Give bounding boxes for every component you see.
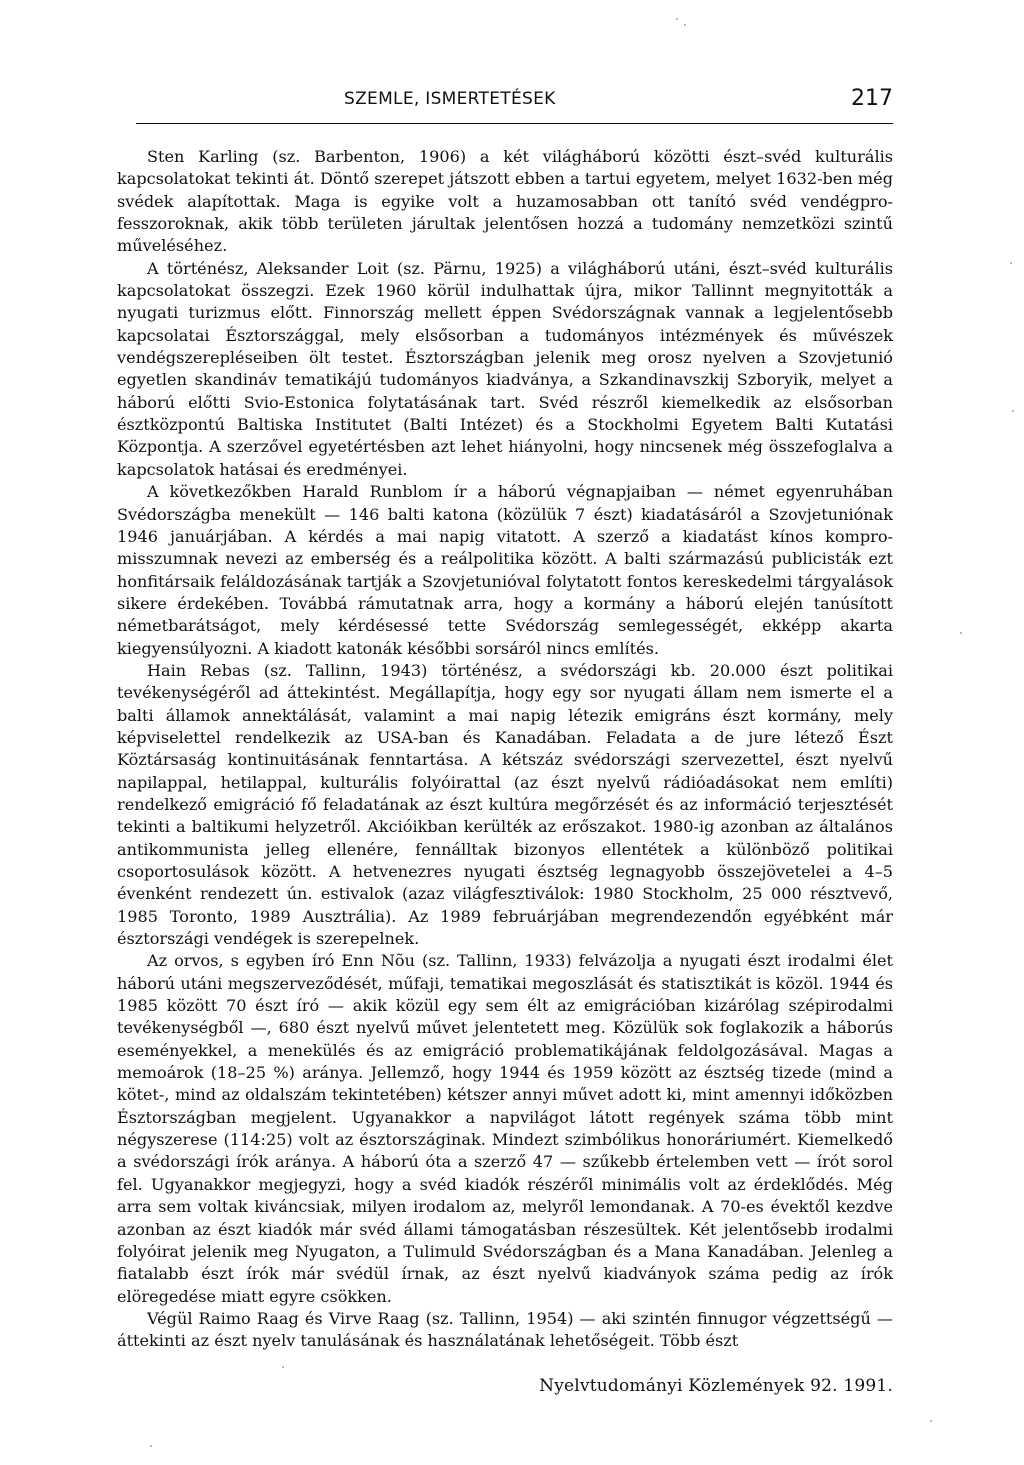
page-number: 217 <box>851 86 893 111</box>
scan-speck <box>684 24 686 26</box>
scan-speck <box>960 632 962 634</box>
body-text <box>117 146 893 1353</box>
paragraph-raag: Végül Raimo Raag és Virve Raag (sz. Tallinn, 1954) — aki szintén finnugor végzettségű — áttekinti az észt nyelv tanulásának és használatának lehetőségeit. Több észt <box>117 1308 893 1351</box>
running-head <box>136 86 893 118</box>
scan-speck <box>1012 410 1014 412</box>
header-rule <box>136 123 893 124</box>
journal-footer: Nyelvtudományi Közlemények 92. 1991. <box>539 1376 893 1396</box>
paragraph-nou: Az orvos, s egyben író Enn Nõu (sz. Tallinn, 1933) felvázolja a nyugati észt irodalmi élet háború utáni megszerveződését, műfaji, tematikai megoszlását és statisztikát is közöl. 1944 és 1985 között 70 észt író — akik közül egy sem élt az emigrációban kizárólag szépirodalmi tevékenységből —, 680 észt nyelvű művet jelentetett meg. Közülük sok foglakozik a háborús eseményekkel, a menekülés és az emigráció problematikájának feldolgozásával. Magas a memoárok (18–25 %) aránya. Jellemző, hogy 1944 és 1959 között az észtség tizede (mind a kötet-, mind az oldalszám tekintetében) kétszer annyi művet adott ki, mint amennyi időközben Észtországban megjelent. Ugyanakkor a napvilágot látott regények száma több mint négyszerese (114:25) volt az észtországinak. Mindezt szimbólikus honoráriumért. Kiemelkedő a svédországi írók aránya. A háború óta a szerző 47 — szűkebb értelemben vett — írót sorol fel. Ugyanakkor megjegyzi, hogy a svéd kiadók részéről minimális volt az érdeklődés. Még arra sem voltak kiváncsiak, milyen irodalom az, melyről lemondanak. A 70-es évektől kezdve azonban az észt kiadók már svéd állami támogatásban részesültek. Két jelentősebb irodalmi folyóirat jelenik meg Nyugaton, a Tulimuld Svédországban és a Mana Kanadában. Jelenleg a fiatalabb észt írók már svédül írnak, az észt nyelvű kiadványok száma pedig az írók elöregedése miatt egyre csökken. <box>117 951 893 1306</box>
paragraph-karling: Sten Karling (sz. Barbenton, 1906) a két világháború közötti észt–svéd kulturális kapcsolatokat tekinti át. Döntő szerepet játszott ebben a tartui egyetem, melyet 1632-ben még svédek alapítottak. Maga is egyike volt a huzamosabban ott tanító svéd vendégprofesszoroknak, akik több területen járultak jelentősen hozzá a tudomány nemzetközi szintű műveléséhez. <box>117 147 893 256</box>
scan-speck <box>1010 262 1012 264</box>
paragraph-runblom: A következőkben Harald Runblom ír a háború végnapjaiban — német egyenruhában Svédországba menekült — 146 balti katona (közülük 7 észt) kiadatásáról a Szovjetuniónak 1946 januárjában. A kérdés a mai napig vitatott. A szerző a kiadatást kínos kompromisszumnak nevezi az emberség és a reálpolitika között. A balti származású publicisták ezt honfitársaik feláldozásának tartják a Szovjetunióval folytatott fontos kereskedelmi tárgyalások sikere érdekében. Továbbá rámutatnak arra, hogy a kormány a háború elején tanúsított németbarátságot, mely kérdésessé tette Svédország semlegességét, ekképp akarta kiegyensúlyozni. A kiadott katonák későbbi sorsáról nincs említés. <box>117 482 893 658</box>
scan-speck <box>282 1366 284 1368</box>
scan-speck <box>676 18 678 20</box>
scan-speck <box>150 1445 152 1447</box>
running-title: SZEMLE, ISMERTETÉSEK <box>344 89 556 109</box>
paragraph-loit: A történész, Aleksander Loit (sz. Pärnu, 1925) a világháború utáni, észt–svéd kulturális kapcsolatokat összegzi. Ezek 1960 körül indulhattak újra, mikor Tallinnt megnyitották a nyugati turizmus előtt. Finnország mellett éppen Svédországnak vannak a legjelentősebb kapcsolatai Észtországgal, mely elsősorban a tudományos intézmények és művészek vendégszerepléseiben ölt testet. Észtországban jelenik meg orosz nyelven a Szovjetunió egyetlen skandináv tematikájú tudományos kiadványa, a Szkandinavszkij Szboryik, melyet a háború előtti Svio-Estonica folytatásának tart. Svéd részről kiemelkedik az elsősorban észtközpontú Baltiska Institutet (Balti Intézet) és a Stockholmi Egyetem Balti Kutatási Központja. A szerzővel egyetértésben azt lehet hiányolni, hogy nincsenek még összefoglalva a kapcsolatok hatásai és eredményei. <box>117 258 893 479</box>
paragraph-rebas: Hain Rebas (sz. Tallinn, 1943) történész, a svédországi kb. 20.000 észt politikai tevékenységéről ad áttekintést. Megállapítja, hogy egy sor nyugati állam nem ismerte el a balti államok annektálását, valamint a mai napig létezik emigráns észt kormány, mely képviselettel rendelkezik az USA-ban és Kanadában. Feladata a de jure létező Észt Köztársaság kontinuitásának fenntartása. A kétszáz svédországi szervezettel, észt nyelvű napilappal, hetilappal, kulturális folyóirattal (az észt nyelvű rádióadásokat nem említi) rendelkező emigráció fő feladatának az észt kultúra megőrzését és az információ terjesztését tekinti a baltikumi helyzetről. Akcióikban kerülték az erőszakot. 1980-ig azonban az általános antikommunista jelleg ellenére, fennálltak bizonyos ellentétek a különböző politikai csoportosulások között. A hetvenezres nyugati észtség legnagyobb összejövetelei a 4–5 évenként rendezett ún. estivalok (azaz világfesztiválok: 1980 Stockholm, 25 000 résztvevő, 1985 Toronto, 1989 Ausztrália). Az 1989 februárjában megrendezendőn egyébként már észtországi vendégek is szerepelnek. <box>117 660 893 949</box>
scan-speck <box>930 1420 932 1422</box>
